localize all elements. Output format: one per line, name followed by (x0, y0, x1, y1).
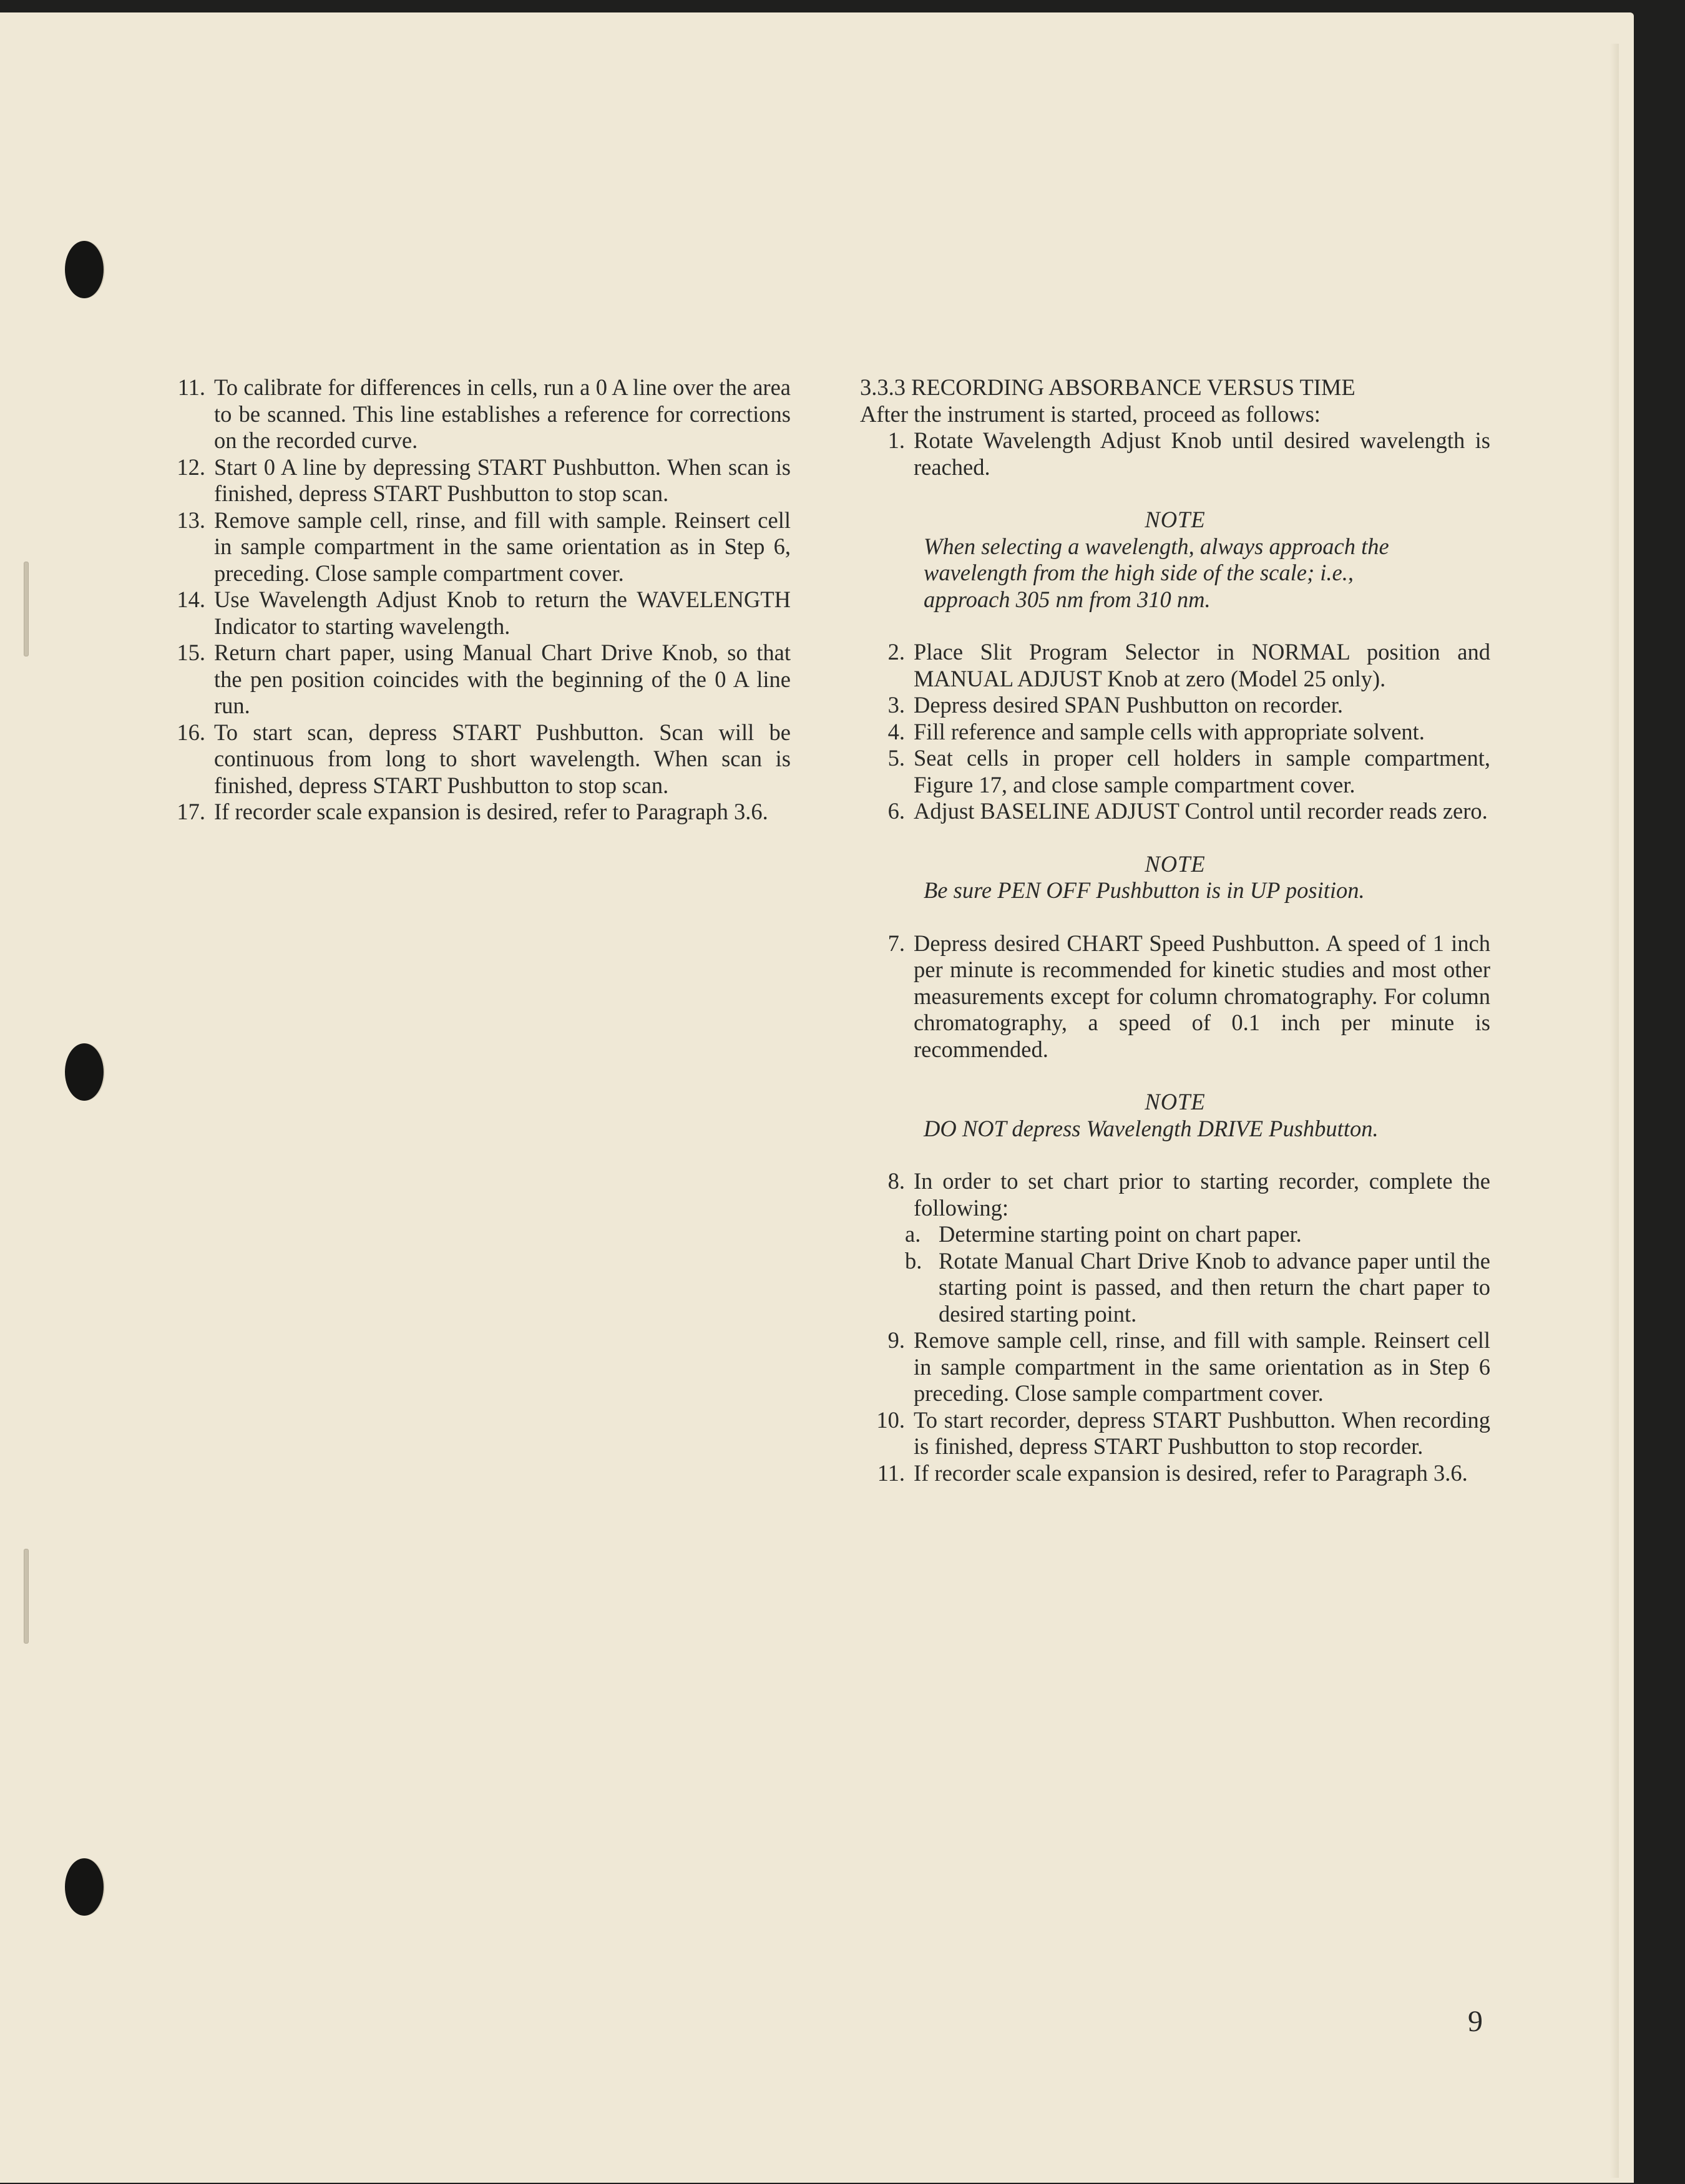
staple-upper (24, 562, 29, 656)
list-item (860, 1407, 1490, 1460)
item-number: 13. (177, 507, 205, 533)
section-heading: 3.3.3 RECORDING ABSORBANCE VERSUS TIME (860, 374, 1355, 400)
list-item (860, 930, 1490, 1063)
item-number: 17. (177, 799, 205, 824)
sub-item-text: Determine starting point on chart paper. (939, 1221, 1302, 1247)
list-item (860, 719, 1490, 746)
left-column (160, 374, 791, 826)
list-item (860, 427, 1490, 480)
sub-item (905, 1221, 1490, 1248)
list-item (160, 719, 791, 799)
item-text: To calibrate for differences in cells, run a 0 A line over the area to be scanned. This line establishes a reference for corrections on the recorded curve. (214, 374, 791, 453)
item-text: To start recorder, depress START Pushbutton. When recording is finished, depress START Pushbutton to stop recorder. (914, 1406, 1490, 1459)
item-number: 14. (177, 587, 205, 612)
item-number: 11. (877, 1460, 905, 1486)
item-number: 5. (887, 745, 905, 771)
note-title: NOTE (1145, 851, 1206, 877)
sub-item-letter: a. (905, 1221, 921, 1247)
punch-hole-top (65, 241, 104, 298)
list-item (860, 692, 1490, 719)
sub-item-text: Rotate Manual Chart Drive Knob to advance paper until the starting point is passed, and then return the chart paper to desired starting point. (939, 1247, 1490, 1327)
item-text: In order to set chart prior to starting recorder, complete the following: (914, 1168, 1490, 1221)
list-item (160, 587, 791, 640)
punch-hole-bottom (65, 1858, 104, 1916)
page-number: 9 (1468, 2005, 1483, 2038)
section-intro: After the instrument is started, proceed as follows: (860, 401, 1321, 427)
item-number: 6. (887, 798, 905, 824)
item-text: To start scan, depress START Pushbutton. Scan will be continuous from long to short wavelength. When scan is finished, depress START Pushbutton to stop scan. (214, 719, 791, 798)
item-text: Depress desired CHART Speed Pushbutton. A speed of 1 inch per minute is recommended for kinetic studies and most other measurements except for column chromatography. For column chromatography, a speed of 0.1 inch per minute is recommended. (914, 930, 1490, 1062)
item-number: 10. (876, 1406, 905, 1433)
page-edge (1610, 44, 1619, 2178)
item-number: 15. (177, 640, 205, 665)
item-text: If recorder scale expansion is desired, refer to Paragraph 3.6. (914, 1460, 1468, 1486)
list-item (160, 640, 791, 719)
right-column (860, 374, 1490, 1486)
item-text: Seat cells in proper cell holders in sample compartment, Figure 17, and close sample compartment cover. (914, 745, 1490, 797)
item-number: 7. (887, 930, 905, 956)
item-text: Return chart paper, using Manual Chart Drive Knob, so that the pen position coincides with the beginning of the 0 A line run. (214, 640, 791, 718)
item-text: Remove sample cell, rinse, and fill with sample. Reinsert cell in sample compartment in the same orientation as in Step 6 preceding. Close sample compartment cover. (914, 1327, 1490, 1406)
item-number: 3. (887, 692, 905, 718)
item-number: 16. (177, 719, 205, 745)
list-item (860, 639, 1490, 692)
item-text: Rotate Wavelength Adjust Knob until desired wavelength is reached. (914, 427, 1490, 480)
item-number: 11. (177, 374, 205, 400)
note-body: When selecting a wavelength, always approach the wavelength from the high side of the scale; i.e., approach 305 nm from 310 nm. (924, 533, 1389, 612)
item-text: Use Wavelength Adjust Knob to return the WAVELENGTH Indicator to starting wavelength. (214, 587, 791, 639)
manual-page (0, 12, 1634, 2183)
note-body: Be sure PEN OFF Pushbutton is in UP position. (924, 877, 1365, 903)
item-number: 1. (887, 427, 905, 453)
item-text: Fill reference and sample cells with appropriate solvent. (914, 718, 1425, 744)
item-text: Remove sample cell, rinse, and fill with sample. Reinsert cell in sample compartment in the same orientation as in Step 6, preceding. Close sample compartment cover. (214, 507, 791, 586)
item-number: 2. (887, 639, 905, 665)
list-item (160, 374, 791, 454)
sub-item-letter: b. (905, 1247, 922, 1274)
item-number: 8. (887, 1168, 905, 1194)
punch-hole-middle (65, 1043, 104, 1101)
sub-item (905, 1248, 1490, 1328)
item-number: 9. (887, 1327, 905, 1353)
item-text: Adjust BASELINE ADJUST Control until recorder reads zero. (914, 798, 1488, 824)
item-text: Depress desired SPAN Pushbutton on recorder. (914, 692, 1344, 718)
list-item (160, 507, 791, 587)
list-item (860, 1168, 1490, 1221)
list-item (860, 1460, 1490, 1487)
note-body: DO NOT depress Wavelength DRIVE Pushbutton. (924, 1115, 1379, 1141)
item-number: 12. (177, 454, 205, 480)
item-text: Start 0 A line by depressing START Pushbutton. When scan is finished, depress START Pushbutton to stop scan. (214, 454, 791, 506)
list-item (160, 799, 791, 826)
list-item (860, 798, 1490, 825)
staple-lower (24, 1549, 29, 1644)
note-title: NOTE (1145, 1089, 1206, 1114)
list-item (860, 1327, 1490, 1407)
list-item (160, 454, 791, 507)
item-number: 4. (887, 718, 905, 744)
list-item (860, 745, 1490, 798)
item-text: If recorder scale expansion is desired, refer to Paragraph 3.6. (214, 799, 768, 824)
note-title: NOTE (1145, 507, 1206, 532)
item-text: Place Slit Program Selector in NORMAL position and MANUAL ADJUST Knob at zero (Model 25 only). (914, 639, 1490, 691)
